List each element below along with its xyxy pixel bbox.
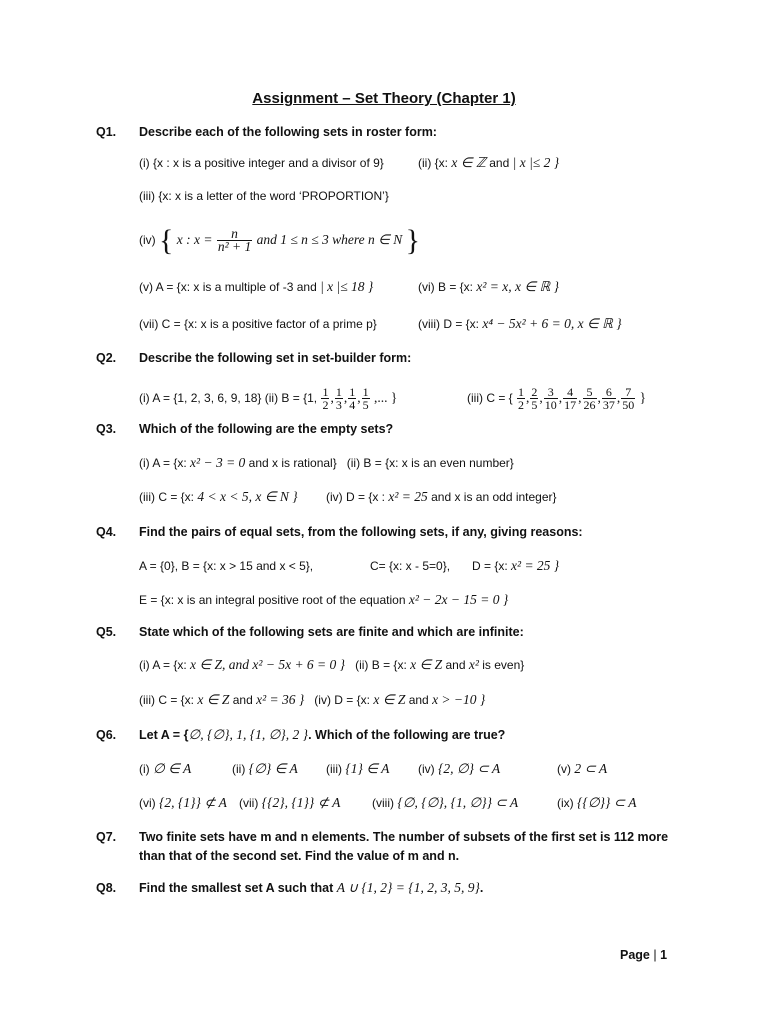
q6-option-math: {{2}, {1}} ⊄ A [261,795,341,810]
q6-option-label: (vii) [239,796,259,810]
q1-vi-line [418,279,559,295]
q6-option-label: (ii) [232,762,246,776]
q8-line [139,880,483,896]
fraction-denominator: 50 [622,398,635,413]
fraction [321,386,329,411]
q1-iv-fraction: $\frac{n}{\text{n² + 1}}$ [217,226,252,255]
q5-iv-and: and [408,693,429,707]
q5-iv-math: x ∈ Z [373,692,406,707]
q1-text: Describe each of the following sets in roster form: [139,125,437,139]
q1-iv-line: (iv) { x : x = $\frac{n}{\text{n² + 1}}$ and 1 ≤ n ≤ 3 where n ∈ N } [139,223,421,257]
fraction-denominator: 37 [602,398,615,413]
fraction-denominator: 2 [518,398,525,413]
q6-option-label: (v) [557,762,571,776]
q1-number: Q1. [96,125,117,139]
fraction-numerator: 1 [362,385,369,400]
q5-i-math: x ∈ Z, and x² − 5x + 6 = 0 } [190,657,346,672]
q2-ii-lead: (ii) B = {1, [264,391,318,405]
q1-iii: (iii) {x: x is a letter of the word ‘PROPORTION’} [139,189,389,203]
q8-tail: . [479,881,484,895]
q2-iii-fractions [516,385,636,413]
q6-option [326,761,389,777]
fraction [583,386,597,411]
q2-i-ii-line [139,380,397,416]
q1-v-line [139,279,373,295]
q5-ii-math2: x² [468,657,479,672]
q3-iv-line [326,489,557,505]
fraction [362,386,370,411]
q2-iii-lead: (iii) C = { [467,391,513,405]
footer-separator: | [653,948,657,962]
q2-text: Describe the following set in set-builder form: [139,351,412,365]
q6-option-label: (viii) [372,796,394,810]
q7-line-1: Two finite sets have m and n elements. The number of subsets of the first set is 112 more [139,830,669,844]
q1-ii-and: and [489,156,510,170]
q3-iv-math: x² = 25 [388,489,428,504]
q8-number: Q8. [96,881,117,895]
fraction-denominator: 26 [583,398,596,413]
q3-text: Which of the following are the empty sets? [139,422,394,436]
q6-option-math: {1} ∈ A [345,761,390,776]
q4-d-math: x² = 25 } [511,558,560,573]
comma: , [357,390,361,405]
q3-iii-line [139,489,298,505]
q4-e-math: x² − 2x − 15 = 0 } [408,592,509,607]
q6-text-line [139,727,505,743]
q2-i: (i) A = {1, 2, 3, 6, 9, 18} [139,391,262,405]
q1-viii-line [418,316,622,332]
q1-viii: (viii) D = {x: [418,317,480,331]
q6-option-math: {2, ∅} ⊂ A [438,761,501,776]
comma: , [578,390,582,405]
q5-number: Q5. [96,625,117,639]
q1-iv-tail: and 1 ≤ n ≤ 3 where n ∈ N [256,232,403,247]
q5-ii-and: and [445,658,466,672]
q4-e-line [139,592,508,608]
q1-v-math: | x |≤ 18 } [320,279,374,294]
q5-i-ii-line [139,657,524,673]
fraction-denominator: 10 [544,398,557,413]
comma: , [539,390,543,405]
fraction [348,386,356,411]
fraction-denominator: 3 [335,398,342,413]
q3-i-tail: and x is rational} [248,456,337,470]
q2-number: Q2. [96,351,117,365]
q3-i-math: x² − 3 = 0 [190,455,246,470]
q3-i: (i) A = {x: [139,456,187,470]
q5-iii-and: and [232,693,253,707]
q2-iii-line [467,380,646,416]
q1-vii: (vii) C = {x: x is a positive factor of a prime p} [139,317,377,331]
q6-option-math: 2 ⊂ A [574,761,608,776]
q5-iii: (iii) C = {x: [139,693,195,707]
q7-line-2: than that of the second set. Find the value of m and n. [139,849,460,863]
q6-text-math: ∅, {∅}, 1, {1, ∅}, 2 } [188,727,309,742]
q5-ii-tail: is even} [482,658,525,672]
q5-text: State which of the following sets are finite and which are infinite: [139,625,524,639]
fraction-denominator: 5 [362,398,369,413]
q4-text: Find the pairs of equal sets, from the following sets, if any, giving reasons: [139,525,583,539]
q6-number: Q6. [96,728,117,742]
fraction-numerator: 2 [531,385,538,400]
q4-d-line [472,558,559,574]
fraction-numerator: 1 [335,385,342,400]
q5-iii-math2: x² = 36 } [256,692,305,707]
q3-iii: (iii) C = {x: [139,490,195,504]
fraction [563,386,577,411]
q5-ii: (ii) B = {x: [355,658,407,672]
fraction-numerator: 4 [563,386,577,399]
comma: , [597,390,601,405]
q1-iv-lead: x : x = [176,232,213,247]
q2-ii-tail: ,... } [373,390,398,405]
fraction [335,386,343,411]
fraction-numerator: 1 [322,385,329,400]
fraction [530,386,538,411]
q1-vi: (vi) B = {x: [418,280,474,294]
comma: , [330,390,334,405]
fraction [517,386,525,411]
q8-math: A ∪ {1, 2} = {1, 2, 3, 5, 9} [336,880,480,895]
q6-option-math: {∅} ∈ A [248,761,298,776]
q3-i-line [139,455,514,471]
q5-iii-iv-line [139,692,485,708]
comma: , [616,390,621,405]
q6-option-math: {{∅}} ⊂ A [577,795,637,810]
q5-ii-math: x ∈ Z [410,657,443,672]
fraction [544,386,558,411]
q1-ii-cond: | x |≤ 2 } [512,155,560,170]
q1-i-line [139,155,384,171]
comma: , [526,390,530,405]
footer-page-number: 1 [660,948,668,962]
q4-a-b: A = {0}, B = {x: x > 15 and x < 5}, [139,559,314,573]
q4-e: E = {x: x is an integral positive root of the equation [139,593,406,607]
q1-vi-math: x² = x, x ∈ ℝ } [476,279,559,294]
q6-text-tail: . Which of the following are true? [308,728,506,742]
q4-number: Q4. [96,525,117,539]
q4-c: C= {x: x - 5=0}, [370,559,451,573]
q6-option [557,761,607,777]
fraction-denominator: 17 [564,398,577,413]
fraction-numerator: 1 [349,385,356,400]
fraction-numerator: 1 [518,385,525,400]
q6-option [239,795,340,811]
q1-ii-line [418,155,559,171]
q2-iii-tail: } [639,390,647,405]
footer-page-label: Page [620,948,650,962]
q6-option [557,795,636,811]
q6-option-label: (iv) [418,762,435,776]
q6-option-label: (iii) [326,762,342,776]
fraction-denominator: 2 [322,398,329,413]
q1-v: (v) A = {x: x is a multiple of -3 and [139,280,317,294]
fraction-numerator: 3 [544,386,558,399]
comma: , [343,390,348,405]
q8-text: Find the smallest set A such that [139,881,334,895]
q5-iii-math: x ∈ Z [197,692,230,707]
q6-option-label: (ix) [557,796,574,810]
q6-option-math: {2, {1}} ⊄ A [159,795,227,810]
q6-option-label: (i) [139,762,150,776]
q2-ii-fractions [320,385,370,413]
q3-iii-math: 4 < x < 5, x ∈ N } [197,489,298,504]
page-footer [620,948,667,962]
q1-iv-label: (iv) [139,233,156,247]
comma: , [558,390,563,405]
q6-option [232,761,298,777]
q6-option [372,795,518,811]
q1-viii-math: x⁴ − 5x² + 6 = 0, x ∈ ℝ } [482,316,622,331]
fraction-numerator: 5 [583,386,597,399]
fraction-numerator: 6 [602,386,616,399]
q5-iv: (iv) D = {x: [314,693,370,707]
q4-d: D = {x: [472,559,508,573]
fraction-numerator: 7 [621,386,635,399]
q6-option [139,761,191,777]
q3-number: Q3. [96,422,117,436]
q6-option [418,761,500,777]
fraction [602,386,616,411]
q7-number: Q7. [96,830,117,844]
q6-text-lead: Let A = { [139,728,189,742]
q3-ii: (ii) B = {x: x is an even number} [346,456,514,470]
q5-iv-math2: x > −10 } [432,692,486,707]
q6-option-math: ∅ ∈ A [153,761,192,776]
q6-option [139,795,227,811]
fraction-denominator: 4 [349,398,356,413]
q1-i: (i) {x : x is a positive integer and a divisor of 9} [139,156,384,170]
q3-iv: (iv) D = {x : [326,490,386,504]
q1-ii-math: x ∈ ℤ [451,155,486,170]
fraction [621,386,635,411]
q5-i: (i) A = {x: [139,658,187,672]
document-title: Assignment – Set Theory (Chapter 1) [252,90,516,107]
q1-ii: (ii) {x: [418,156,448,170]
q3-iv-tail: and x is an odd integer} [431,490,557,504]
q6-option-math: {∅, {∅}, {1, ∅}} ⊂ A [397,795,519,810]
fraction-denominator: 5 [531,398,538,413]
q6-option-label: (vi) [139,796,156,810]
